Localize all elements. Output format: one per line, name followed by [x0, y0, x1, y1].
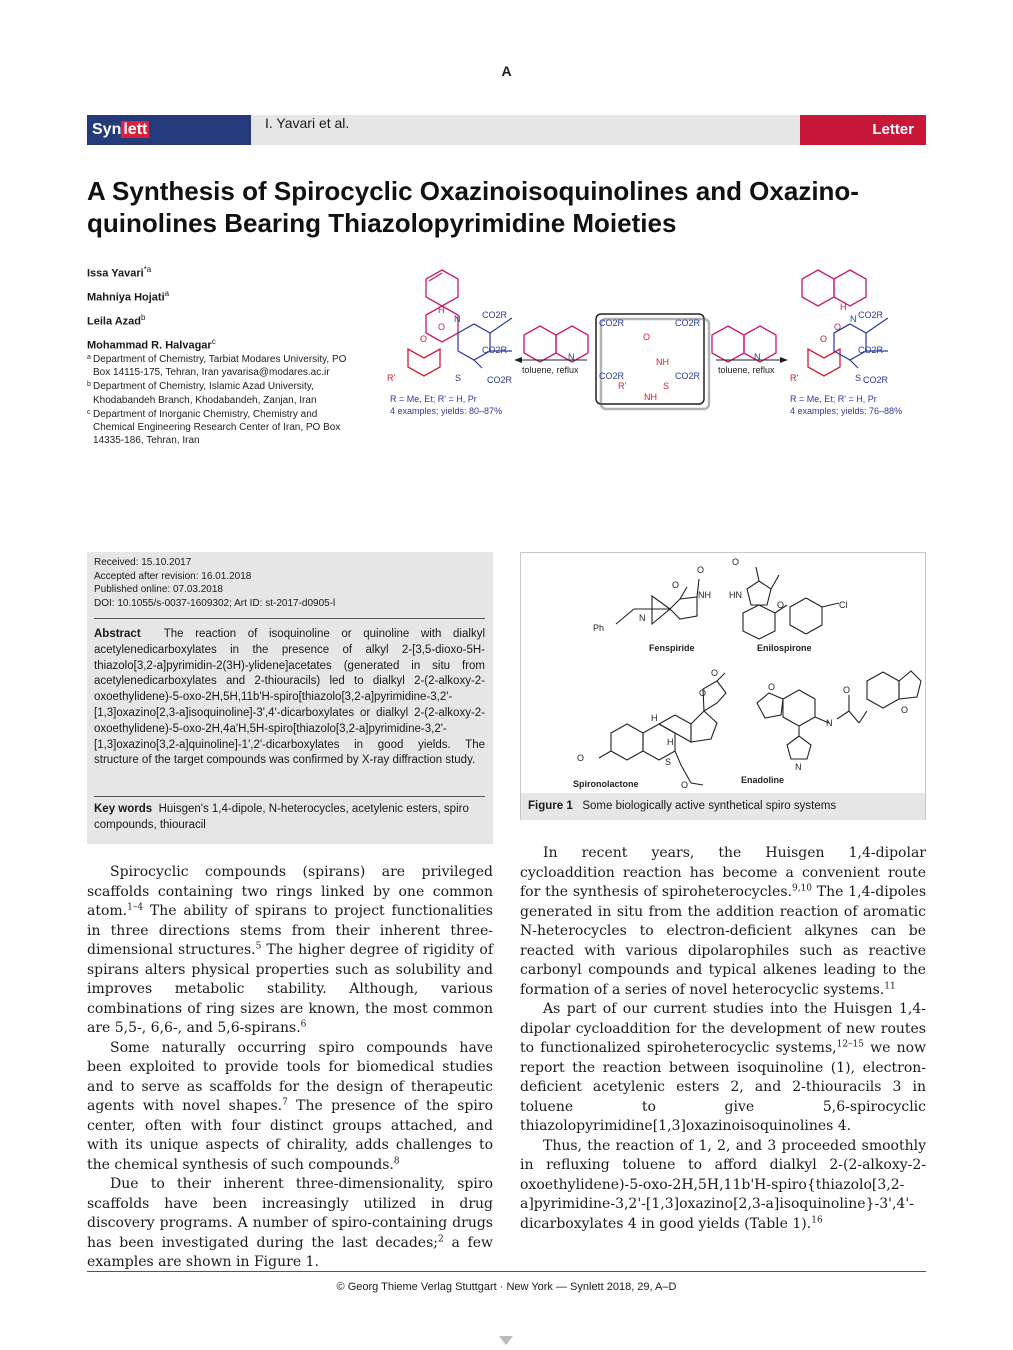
scheme-label: R' [387, 373, 396, 383]
journal-header [87, 115, 926, 145]
scheme-note: 4 examples; yields: 76–88% [790, 406, 903, 416]
scheme-label: CO2R [858, 310, 884, 320]
atom-label: O [672, 580, 680, 590]
scheme-label: S [855, 373, 862, 383]
footer-divider [87, 1271, 926, 1272]
paragraph: In recent years, the Huisgen 1,4-dipolar cycloaddition reaction has become a convenient route for the synthesis of spiroheterocycles.$^{9,10}$ The 1,4-dipoles generated in situ from the addition reaction of aromatic N-heterocycles to electron-deficient alkynes can be reacted with various dipolarophiles such as reactive carbonyl compounds and typical alkenes leading to the formation of a series of novel heterocyclic systems.$^{11}$ [520, 845, 927, 998]
atom-label: HN [729, 590, 742, 600]
scheme-label: O [834, 322, 842, 332]
article-title: A Synthesis of Spirocyclic Oxazinoisoquinolines and Oxazino- quinolines Bearing Thiazolopyrimidine Moieties [87, 176, 859, 238]
body-column-right [520, 844, 926, 1234]
doi-link[interactable]: DOI: 10.1055/s-0037-1609302; Art ID: st-2017-d0905-l [94, 597, 336, 609]
paragraph: Spirocyclic compounds (spirans) are privileged scaffolds containing two rings linked by one common atom.$^{1-4}$ The ability of spirans to project functionalities in three directions stems from their inherent three-dimensional structures.$^5$ The higher degree of rigidity of spirans alters physical properties such as solubility and improves metabolic stability. Although, various combinations of ring sizes are known, the most common are 5,5-, 6,6-, and 5,6-spirans.$^6$ [87, 864, 494, 1036]
atom-label: H [651, 713, 658, 723]
atom-label: O [577, 753, 585, 763]
atom-label: O [901, 705, 909, 715]
atom-label: O [768, 682, 776, 692]
paragraph: Some naturally occurring spiro compounds have been exploited to provide tools for biomedical studies and to serve as scaffolds for the design of therapeutic agents with novel shapes.$^7$ The presence of the spiro center, often with four distinct groups attached, and with its unique aspects of chirality, adds challenges to the chemical synthesis of such compounds.$^8$ [87, 1039, 493, 1173]
author-list [87, 260, 216, 357]
abstract: Abstract The reaction of isoquinoline or quinoline with dialkyl acetylenedicarboxylates in the presence of alkyl 2-[3,5-dioxo-5H-thiazolo[3,2-a]pyrimidin-2(3H)-ylidene]acetates (generated in situ from acetylenedicarboxylates and 2-thiouracils) led to dialkyl 2-(2-alkoxy-2-oxoethylidene)-5-oxo-2H,5H,11b'H-spiro[thiazolo[3,2-a]pyrimidine-3,2'-[1,3]oxazino[2,3-a]isoquinoline]-3',4'-dicarboxylates or dialkyl 2-(2-alkoxy-2-oxoethylidene)-5-oxo-2H,4a'H,5H-spiro[thiazolo[3,2-a]pyrimidine-3,2'-[1,3]oxazino[3,2-a]quinoline]-1',2'-dicarboxylates in good yields. The structure of the target compounds was confirmed by X-ray diffraction study. [94, 628, 485, 767]
body-column-left [87, 863, 493, 1273]
compound-name: Spironolactone [573, 779, 639, 789]
atom-label: O [697, 565, 705, 575]
paragraph: Due to their inherent three-dimensionality, spiro scaffolds have been increasingly utilized in drug discovery programs. A number of spiro-containing drugs has been investigated during the last decades;$^2$ a few examples are shown in Figure 1. [87, 1176, 493, 1270]
scheme-label: NH [656, 357, 669, 367]
article-dates: Received: 15.10.2017 Accepted after revision: 16.01.2018 Published online: 07.03.2018 DOI: 10.1055/s-0037-1609302; Art ID: st-2017-d0905-l [94, 557, 336, 609]
scheme-label: CO2R [599, 371, 625, 381]
scheme-label: S [455, 373, 462, 383]
atom-label: O [777, 600, 785, 610]
article-type: Letter [800, 115, 926, 145]
next-page-arrow-icon[interactable] [499, 1336, 513, 1345]
divider [94, 796, 485, 797]
atom-label: Cl [839, 600, 848, 610]
scheme-label: N [850, 314, 857, 324]
scheme-label: O [643, 332, 651, 342]
conditions-right: toluene, reflux [718, 365, 775, 375]
compound-name: Fenspiride [649, 643, 695, 653]
scheme-label: CO2R [675, 318, 701, 328]
figure-1-structures [521, 553, 925, 791]
page-letter: A [501, 63, 512, 79]
atom-label: NH [698, 590, 711, 600]
scheme-note: R = Me, Et; R' = H, Pr [390, 394, 477, 404]
atom-label: O [699, 688, 707, 698]
divider [94, 618, 485, 619]
abstract-box [87, 552, 493, 844]
footer-copyright: © Georg Thieme Verlag Stuttgart · New York — Synlett 2018, 29, A–D [336, 1281, 677, 1293]
scheme-label: NH [644, 392, 657, 402]
atom-label: Ph [593, 623, 605, 633]
scheme-label: O [820, 334, 828, 344]
affiliation: a Department of Chemistry, Tarbiat Modares University, PO Box 14115-175, Tehran, Iran yavarisa@modares.ac.ir [87, 354, 347, 379]
journal-logo: Syn lett [87, 115, 251, 145]
scheme-label: CO2R [675, 371, 701, 381]
scheme-label: H [438, 305, 445, 315]
scheme-label: S [663, 381, 670, 391]
scheme-label: CO2R [487, 375, 513, 385]
atom-label: O [843, 685, 851, 695]
keywords: Key words Huisgen's 1,4-dipole, N-heterocycles, acetylenic esters, spiro compounds, thiouracil [94, 803, 469, 831]
author: Mohammad R. Halvagar$^c$ [87, 337, 216, 353]
affiliation: b Department of Chemistry, Islamic Azad University, Khodabandeh Branch, Khodabandeh, Zanjan, Iran [87, 381, 317, 406]
scheme-label: N [454, 314, 461, 324]
atom-label: O [681, 780, 689, 790]
atom-label: N [826, 718, 833, 728]
scheme-note: R = Me, Et; R' = H, Pr [790, 394, 877, 404]
figure-1 [520, 552, 926, 820]
author: Issa Yavari$^{*a}$ [87, 265, 152, 280]
scheme-label: N [568, 352, 575, 362]
scheme-label: R' [790, 373, 799, 383]
scheme-label: CO2R [482, 345, 508, 355]
conditions-left: toluene, reflux [522, 365, 579, 375]
atom-label: H [667, 737, 674, 747]
scheme-label: O [438, 322, 446, 332]
affiliation: c Department of Inorganic Chemistry, Chemistry and Chemical Engineering Research Center of Iran, PO Box 14335-186, Tehran, Iran [87, 408, 341, 447]
scheme-label: CO2R [863, 375, 889, 385]
compound-name: Enilospirone [757, 643, 812, 653]
atom-label: O [711, 668, 719, 678]
scheme-label: R' [618, 381, 627, 391]
scheme-label: CO2R [482, 310, 508, 320]
scheme-label: N [754, 352, 761, 362]
graphical-abstract-scheme [382, 258, 926, 428]
author: Mahniya Hojati$^a$ [87, 289, 170, 304]
paragraph: As part of our current studies into the Huisgen 1,4-dipolar cycloaddition for the development of new routes to functionalized spiroheterocyclic systems,$^{12-15}$ we now report the reaction between isoquinoline (1), electron-deficient acetylenic esters 2, and 2-thiouracils 3 in toluene to give 5,6-spirocyclic thiazolopyrimidine[1,3]oxazinoisoquinolines 4. [520, 1001, 926, 1134]
compound-name: Enadoline [741, 775, 785, 785]
atom-label: S [665, 757, 672, 767]
scheme-label: H [840, 302, 847, 312]
atom-label: O [732, 557, 740, 567]
scheme-label: CO2R [599, 318, 625, 328]
figure-caption: Figure 1 Some biologically active synthetical spiro systems [521, 793, 925, 820]
scheme-label: CO2R [858, 345, 884, 355]
affiliations [87, 353, 352, 448]
scheme-note: 4 examples; yields: 80–87% [390, 406, 503, 416]
paragraph: Thus, the reaction of 1, 2, and 3 proceeded smoothly in refluxing toluene to afford dialkyl 2-(2-alkoxy-2-oxoethylidene)-5-oxo-2H,5H,11b'H-spiro{thiazolo[3,2-a]pyrimidine-3,2'-[1,3]oxazino[2,3-a]isoquinoline}-3',4'-dicarboxylates 4 in good yields (Table 1).$^{16}$ [520, 1137, 926, 1232]
atom-label: N [795, 762, 802, 772]
author: Leila Azad$^b$ [87, 313, 146, 328]
scheme-label: O [420, 334, 428, 344]
running-authors: I. Yavari et al. [265, 115, 350, 131]
atom-label: N [639, 613, 646, 623]
